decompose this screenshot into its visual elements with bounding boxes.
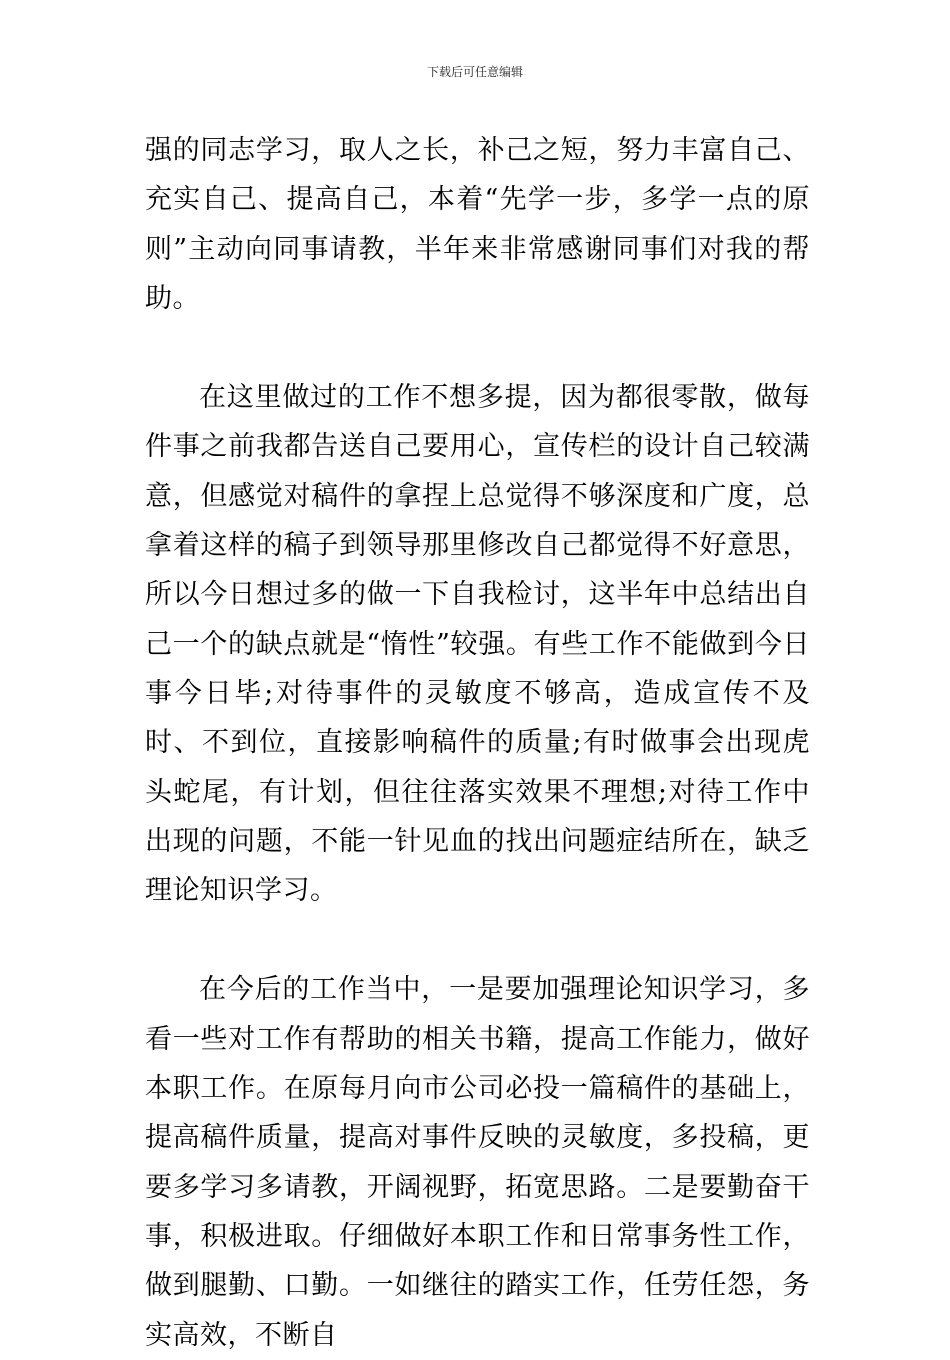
paragraph-1: 强的同志学习，取人之长，补己之短，努力丰富自己、充实自己、提高自己，本着“先学一步，多学一点的原则”主动向同事请教，半年来非常感谢同事们对我的帮助。: [145, 135, 810, 314]
paragraph-2: 在这里做过的工作不想多提，因为都很零散，做每件事之前我都告送自己要用心，宣传栏的设计自己较满意，但感觉对稿件的拿捏上总觉得不够深度和广度，总拿着这样的稿子到领导那里修改自己都觉得不好意思，所以今日想过多的做一下自我检讨，这半年中总结出自己一个的缺点就是“惰性”较强。有些工作不能做到今日事今日毕;对待事件的灵敏度不够高，造成宣传不及时、不到位，直接影响稿件的质量;有时做事会出现虎 头蛇尾，有计划，但往往落实效果不理想;对待工作中出现的问题，不能一针见血的找出问题症结所在，缺乏理论知识学习。: [145, 382, 810, 907]
page-header: 下载后可任意编辑: [426, 65, 523, 79]
paragraph-3: 在今后的工作当中，一是要加强理论知识学习，多看一些对工作有帮助的相关书籍，提高工作能力，做好本职工作。在原每月向市公司必投一篇稿件的基础上，提高稿件质量，提高对事件反映的灵敏度，多投稿，更要多学习多请教，开阔视野，拓宽思路。二是要勤奋干事，积极进取。仔细做好本职工作和日常事务性工作，做到腿勤、口勤。一如继往的踏实工作，任劳任怨，务实高效，不断自: [145, 974, 810, 1351]
paragraph-gap: [145, 323, 810, 373]
paragraph-gap: [145, 915, 810, 965]
document-body: [145, 126, 810, 1360]
